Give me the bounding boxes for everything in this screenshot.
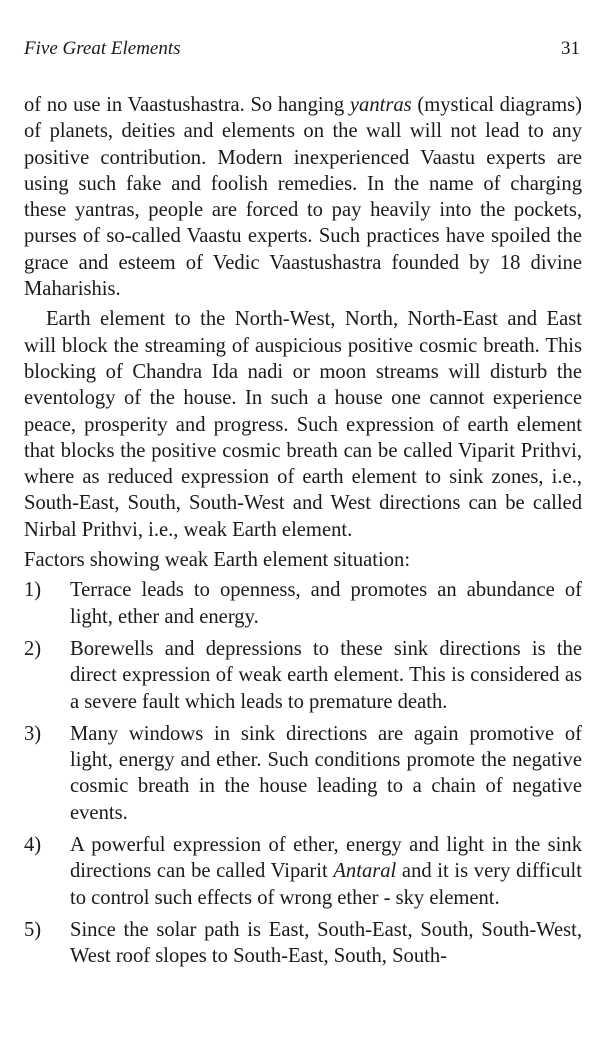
paragraph-3: Factors showing weak Earth element situation: xyxy=(24,549,411,572)
list-item-text: Borewells and depressions to these sink directions is the direct expression of weak earth element. This is considered as a severe fault which leads to premature death. xyxy=(70,637,582,713)
paragraph-2: Earth element to the North-West, North, North-East and East will block the streaming of auspicious positive cosmic breath. This blocking of Chandra Ida nadi or moon streams will disturb the eventology of the house. In such a house one cannot experience peace, prosperity and progress. Such expression of earth element that blocks the positive cosmic breath can be called Viparit Prithvi, where as reduced expression of earth element to sink zones, i.e., South-East, South, South-West and West directions can be called Nirbal Prithvi, i.e., weak Earth element. xyxy=(24,308,582,541)
list-item xyxy=(24,577,582,630)
paragraph-1 xyxy=(24,92,582,302)
body-text xyxy=(24,92,582,970)
paragraph-1-text-b: (mystical diagrams) of planets, deities and elements on the wall will not lead to any positive contribution. Modern inexperienced Vaastu experts are using such fake and foolish remedies. In the name of charging these yantras, people are forced to pay heavily into the pockets, purses of so-called Vaastu experts. Such practices have spoiled the grace and esteem of Vedic Vaastushastra founded by 18 divine Maharishis. xyxy=(24,94,582,301)
list-item-text: Since the solar path is East, South-East, South, South-West, West roof slopes to South-East, South, South- xyxy=(70,918,582,968)
factor-list xyxy=(24,577,582,969)
list-item-number: 1) xyxy=(24,579,42,602)
list-item-emphasis: Antaral xyxy=(333,860,397,883)
paragraph-1-text-a: of no use in Vaastushastra. So hanging xyxy=(24,94,350,116)
list-item-text: Many windows in sink directions are again promotive of light, energy and ether. Such conditions promote the negative cosmic breath in the house leading to a chain of negative events. xyxy=(70,722,582,824)
list-item-text-a: A powerful expression of ether, energy and light in the sink directions can be called Viparit xyxy=(70,834,582,883)
list-item xyxy=(24,721,582,826)
list-item-text xyxy=(70,832,582,911)
running-head xyxy=(24,38,582,72)
list-item xyxy=(24,636,582,715)
list-item-number: 3) xyxy=(24,722,42,745)
list-item xyxy=(24,832,582,911)
paragraph-1-emphasis: yantras xyxy=(349,94,412,116)
list-item-number: 2) xyxy=(24,637,42,660)
list-item-text: Terrace leads to openness, and promotes an abundance of light, ether and energy. xyxy=(70,579,582,628)
list-item-number: 5) xyxy=(24,918,42,941)
list-item-text-b: and it is very difficult to control such effects of wrong ether - sky element. xyxy=(70,860,582,909)
book-page xyxy=(24,38,582,976)
list-item-number: 4) xyxy=(24,834,42,857)
running-title: Five Great Elements xyxy=(24,38,181,59)
page-number: 31 xyxy=(561,38,580,59)
list-item xyxy=(24,917,582,970)
